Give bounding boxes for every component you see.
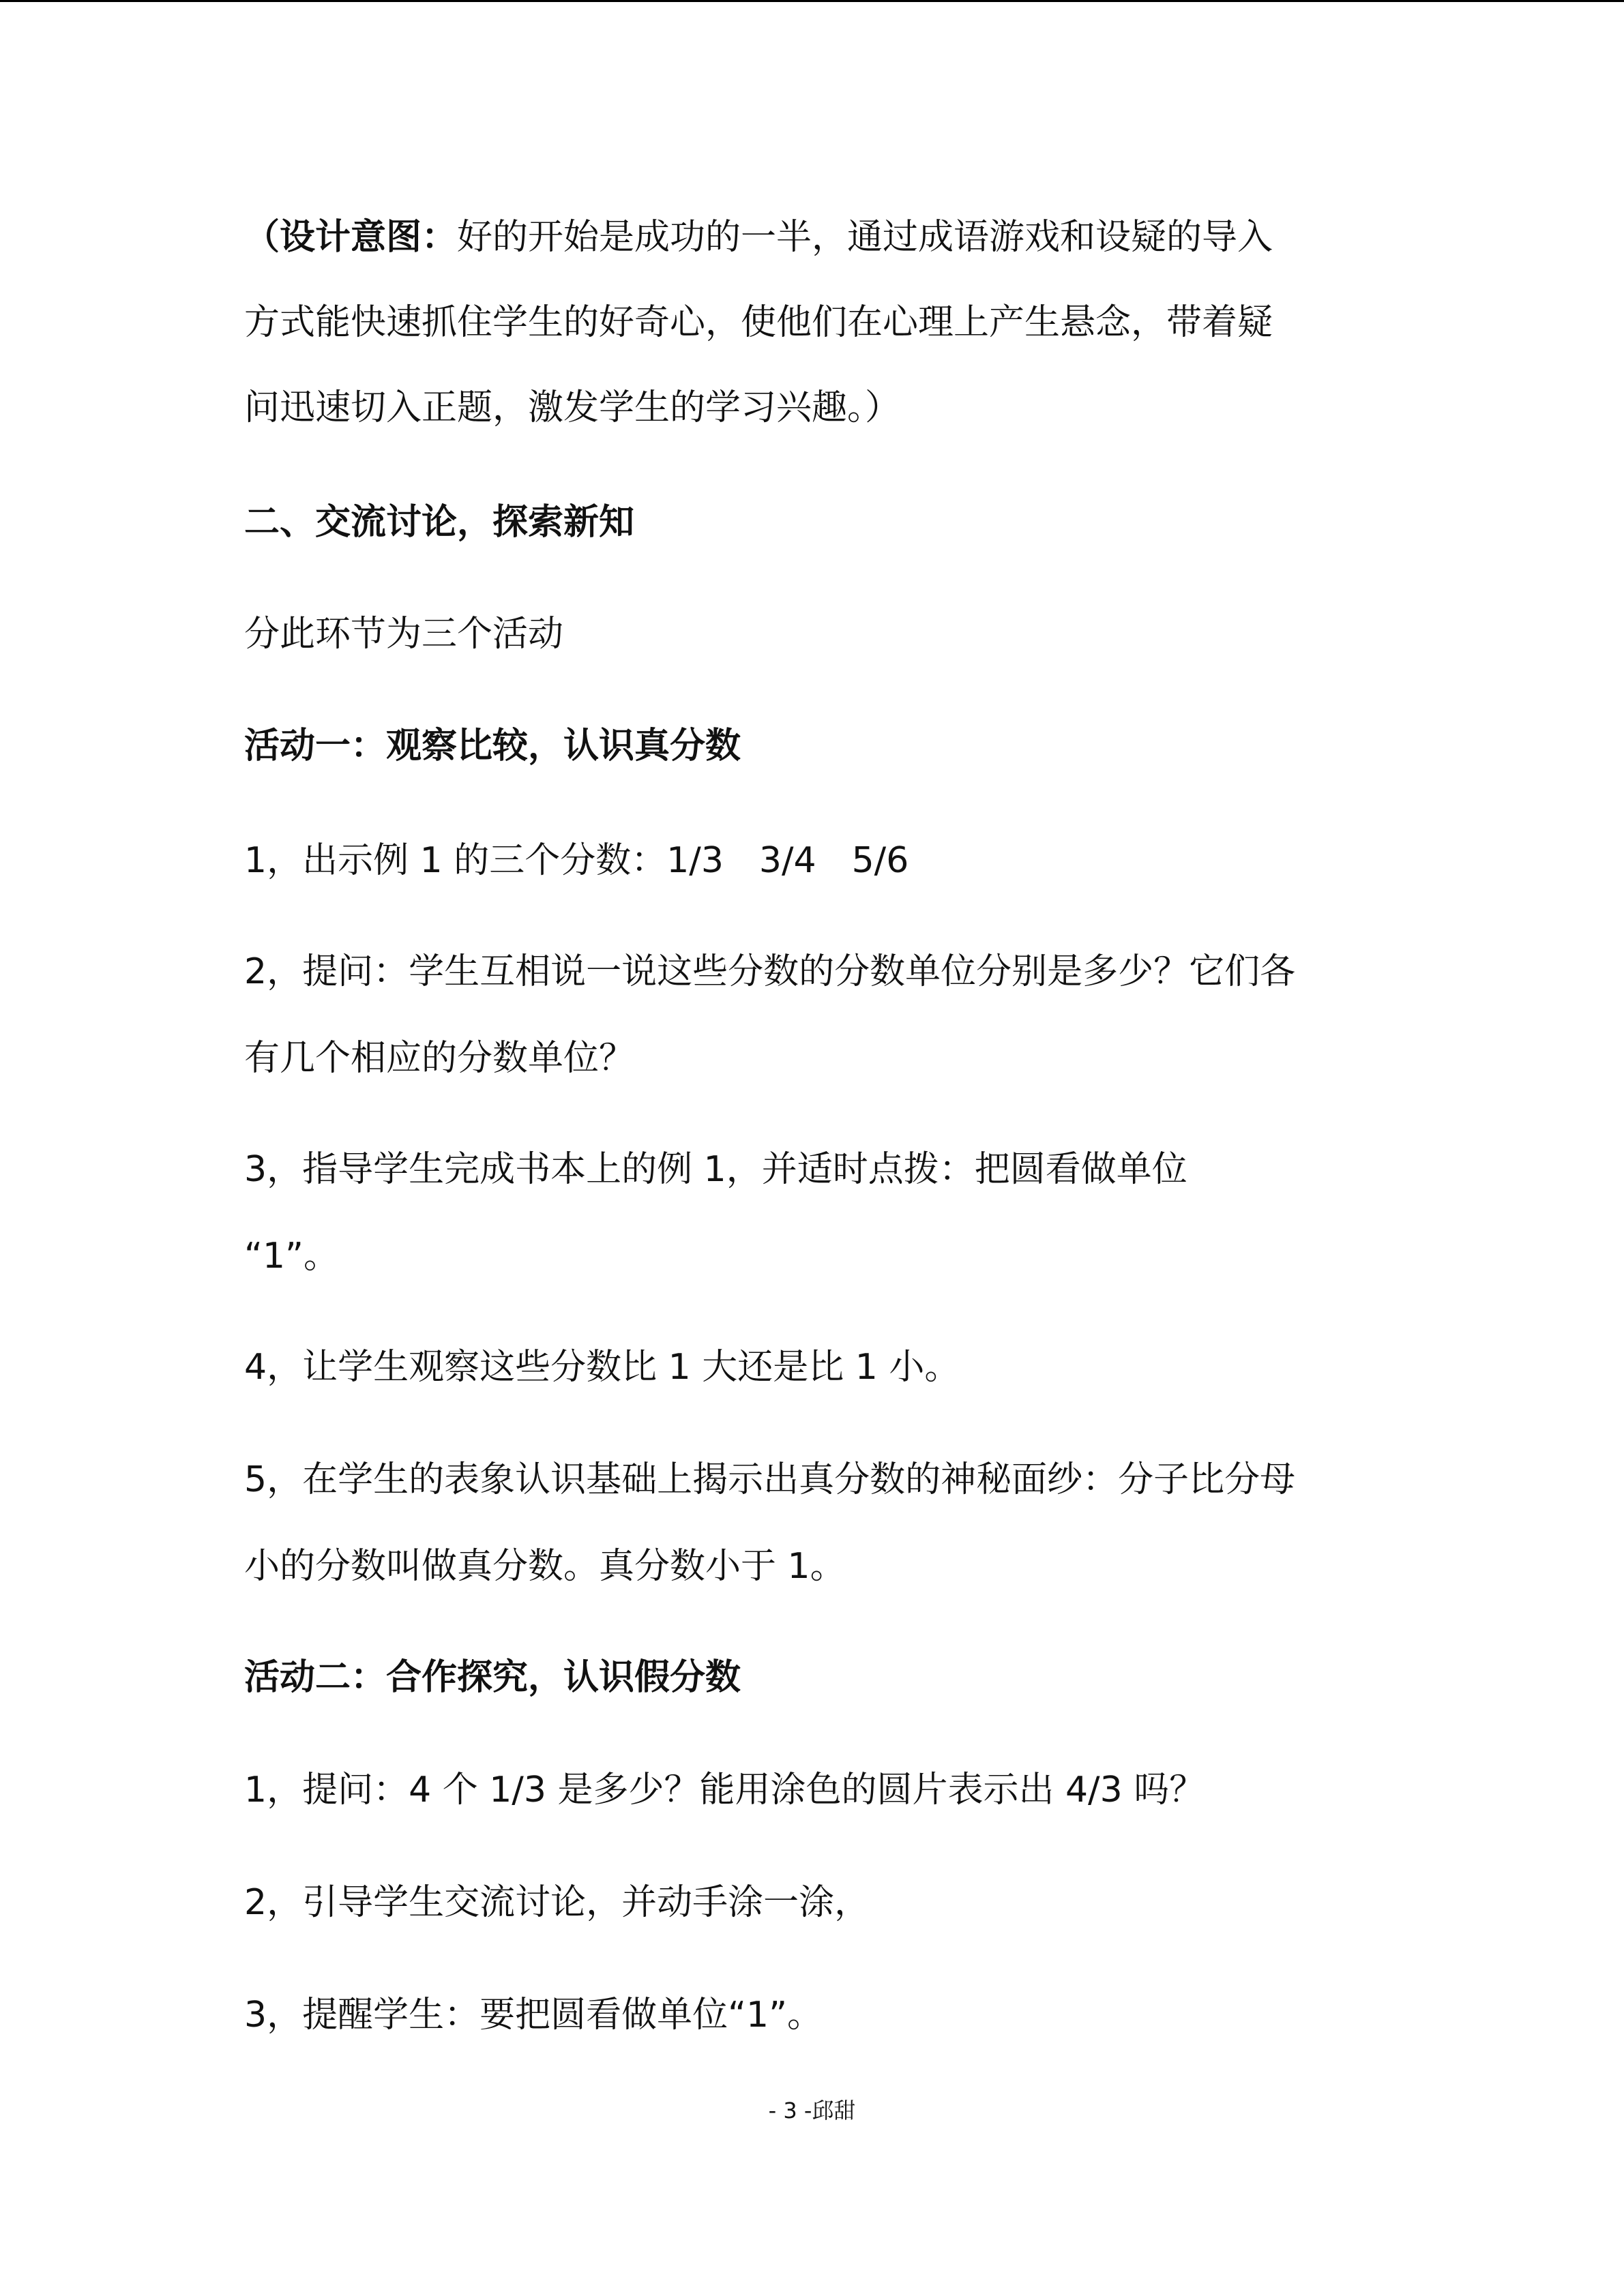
design-intent-line-1 (244, 217, 1376, 258)
section-intro: 分此环节为三个活动 (244, 614, 564, 655)
activity-1-step-4: 4，让学生观察这些分数比 1 大还是比 1 小。 (244, 1347, 960, 1388)
activity-1-step-3-line-2: “1”。 (244, 1236, 339, 1277)
activity-2-step-1: 1，提问：4 个 1/3 是多少？能用涂色的圆片表示出 4/3 吗？ (244, 1770, 1205, 1810)
activity-1-step-1: 1，出示例 1 的三个分数：1/3 3/4 5/6 (244, 840, 909, 881)
design-intent-line-2: 方式能快速抓住学生的好奇心，使他们在心理上产生悬念，带着疑 (244, 302, 1273, 343)
activity-1-step-2-line-2: 有几个相应的分数单位？ (244, 1038, 635, 1079)
design-intent-text: 好的开始是成功的一半，通过成语游戏和设疑的导入 (457, 217, 1273, 258)
activity-2-heading: 活动二：合作探究，认识假分数 (244, 1657, 741, 1698)
page-footer: - 3 -邱甜 (768, 2098, 856, 2123)
activity-2-step-2: 2，引导学生交流讨论，并动手涂一涂， (244, 1882, 870, 1923)
activity-1-step-3-line-1: 3，指导学生完成书本上的例 1，并适时点拨：把圆看做单位 (244, 1149, 1187, 1190)
section-heading-2: 二、交流讨论，探索新知 (244, 502, 635, 543)
activity-1-heading: 活动一：观察比较，认识真分数 (244, 726, 741, 766)
activity-1-step-5-line-2: 小的分数叫做真分数。真分数小于 1。 (244, 1546, 846, 1587)
activity-2-step-3: 3，提醒学生：要把圆看做单位“1”。 (244, 1995, 823, 2036)
activity-1-step-2-line-1: 2，提问：学生互相说一说这些分数的分数单位分别是多少？它们各 (244, 951, 1296, 992)
activity-1-step-5-line-1: 5，在学生的表象认识基础上揭示出真分数的神秘面纱：分子比分母 (244, 1459, 1296, 1500)
design-intent-line-3: 问迅速切入正题，激发学生的学习兴趣。） (244, 387, 901, 428)
design-intent-label: （设计意图： (244, 217, 458, 258)
